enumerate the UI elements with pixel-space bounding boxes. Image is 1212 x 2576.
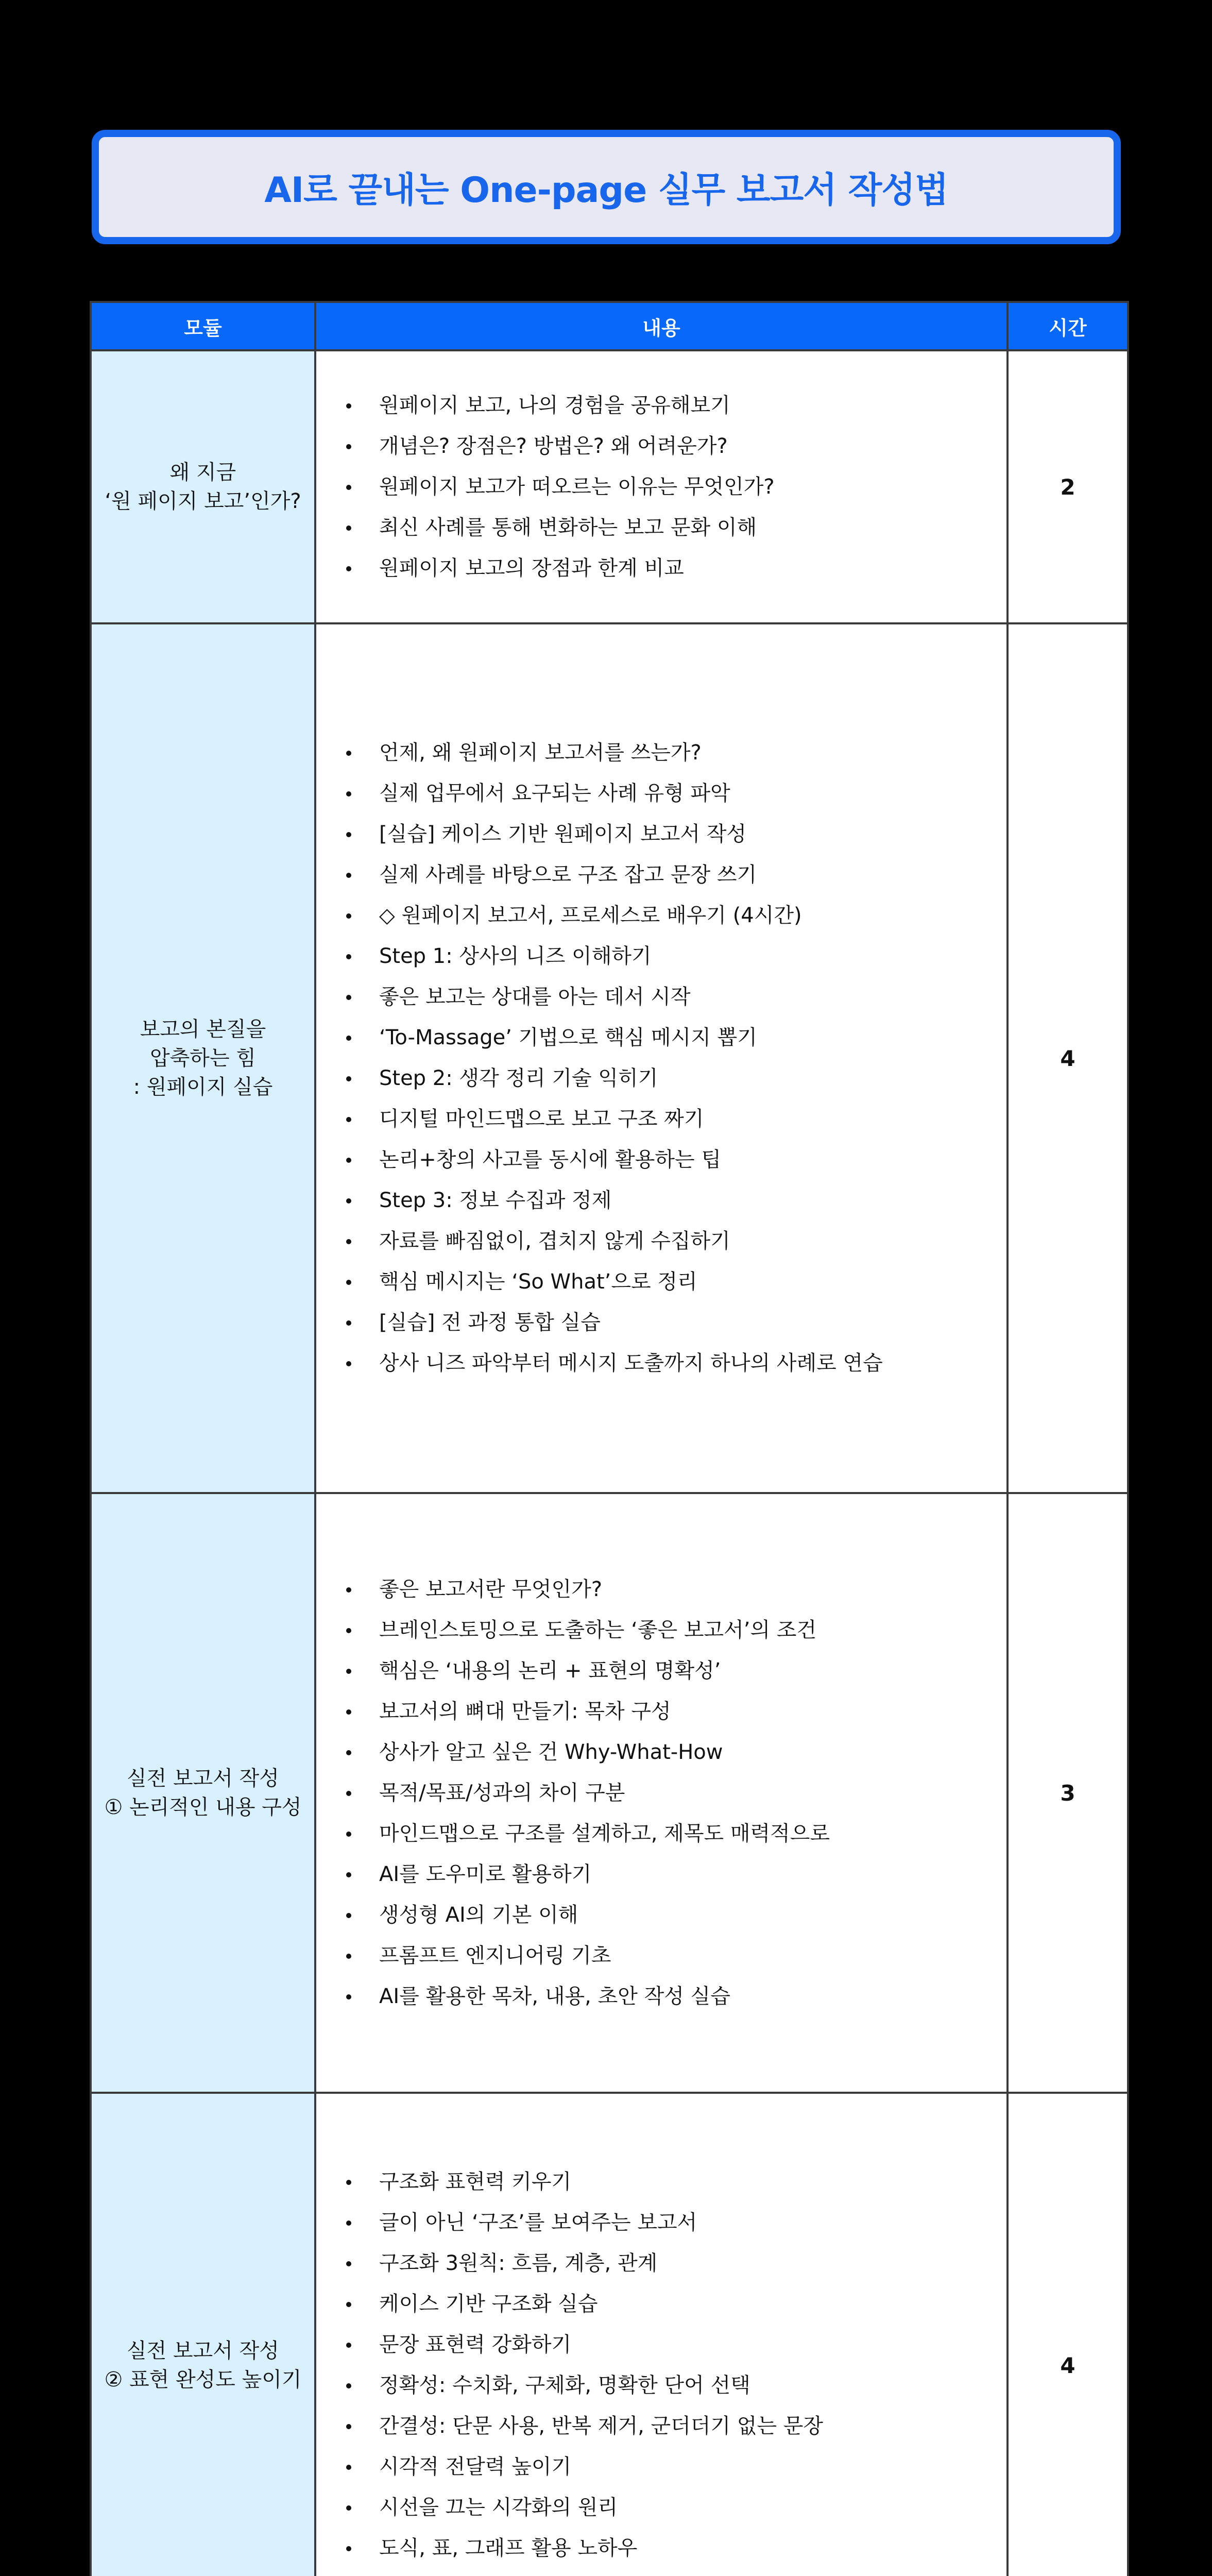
list-item: ‘To-Massage’ 기법으로 핵심 메시지 뽑기 (343, 1018, 1006, 1058)
list-item: 간결성: 단문 사용, 반복 제거, 군더더기 없는 문장 (343, 2406, 1006, 2447)
list-item: 정확성: 수치화, 구체화, 명확한 단어 선택 (343, 2365, 1006, 2406)
page-title: AI로 끝내는 One-page 실무 보고서 작성법 (264, 170, 948, 211)
list-item: 핵심은 ‘내용의 논리 + 표현의 명확성’ (343, 1651, 1006, 1691)
list-item: 실제 사례를 바탕으로 구조 잡고 문장 쓰기 (343, 855, 1006, 895)
list-item: 구조화 표현력 키우기 (343, 2162, 1006, 2202)
list-item: Step 2: 생각 정리 기술 익히기 (343, 1058, 1006, 1099)
content-list (316, 2162, 1006, 2569)
module-cell (91, 350, 315, 623)
list-item: 상사가 알고 싶은 건 Why-What-How (343, 1732, 1006, 1773)
list-item: 디지털 마인드맵으로 보고 구조 짜기 (343, 1099, 1006, 1140)
list-item: 상사 니즈 파악부터 메시지 도출까지 하나의 사례로 연습 (343, 1343, 1006, 1384)
list-item: 시각적 전달력 높이기 (343, 2447, 1006, 2487)
table-header-row (91, 302, 1128, 350)
time-cell: 4 (1008, 2093, 1128, 2576)
module-line: ‘원 페이지 보고’인가? (105, 489, 301, 513)
list-item: 보고서의 뼈대 만들기: 목차 구성 (343, 1691, 1006, 1732)
list-item: 논리+창의 사고를 동시에 활용하는 팁 (343, 1140, 1006, 1180)
list-item: 마인드맵으로 구조를 설계하고, 제목도 매력적으로 (343, 1814, 1006, 1854)
module-cell (91, 1493, 315, 2093)
list-item: 목적/목표/성과의 차이 구분 (343, 1773, 1006, 1814)
title-banner (92, 130, 1121, 244)
content-cell (315, 2093, 1008, 2576)
content-list (316, 385, 1006, 589)
list-item: 자료를 빠짐없이, 겹치지 않게 수집하기 (343, 1221, 1006, 1262)
list-item: 프롬프트 엔지니어링 기초 (343, 1936, 1006, 1976)
module-line: : 원페이지 실습 (133, 1075, 273, 1099)
list-item: 좋은 보고서란 무엇인가? (343, 1569, 1006, 1610)
list-item: 원페이지 보고, 나의 경험을 공유해보기 (343, 385, 1006, 426)
list-item: AI를 활용한 목차, 내용, 초안 작성 실습 (343, 1976, 1006, 2017)
list-item: 좋은 보고는 상대를 아는 데서 시작 (343, 977, 1006, 1018)
list-item: 도식, 표, 그래프 활용 노하우 (343, 2528, 1006, 2569)
table-row (91, 350, 1128, 623)
list-item: ◇ 원페이지 보고서, 프로세스로 배우기 (4시간) (343, 895, 1006, 936)
list-item: 원페이지 보고의 장점과 한계 비교 (343, 548, 1006, 589)
list-item: 원페이지 보고가 떠오르는 이유는 무엇인가? (343, 467, 1006, 507)
header-time: 시간 (1008, 302, 1128, 350)
module-cell (91, 623, 315, 1493)
list-item: 브레인스토밍으로 도출하는 ‘좋은 보고서’의 조건 (343, 1610, 1006, 1651)
module-line: 압축하는 힘 (150, 1046, 256, 1070)
content-cell (315, 1493, 1008, 2093)
list-item: 언제, 왜 원페이지 보고서를 쓰는가? (343, 733, 1006, 773)
table-row (91, 2093, 1128, 2576)
list-item: [실습] 케이스 기반 원페이지 보고서 작성 (343, 814, 1006, 855)
list-item: 케이스 기반 구조화 실습 (343, 2284, 1006, 2325)
module-line: 실전 보고서 작성 (127, 2339, 279, 2363)
list-item: [실습] 전 과정 통합 실습 (343, 1302, 1006, 1343)
list-item: 문장 표현력 강화하기 (343, 2325, 1006, 2365)
time-cell: 2 (1008, 350, 1128, 623)
module-line: 보고의 본질을 (140, 1018, 266, 1041)
content-cell (315, 623, 1008, 1493)
list-item: 시선을 끄는 시각화의 원리 (343, 2487, 1006, 2528)
list-item: AI를 도우미로 활용하기 (343, 1854, 1006, 1895)
content-list (316, 1569, 1006, 2017)
module-line: ① 논리적인 내용 구성 (104, 1795, 302, 1819)
list-item: Step 3: 정보 수집과 정제 (343, 1180, 1006, 1221)
list-item: 구조화 3원칙: 흐름, 계층, 관계 (343, 2243, 1006, 2284)
list-item: 개념은? 장점은? 방법은? 왜 어려운가? (343, 426, 1006, 467)
header-content: 내용 (315, 302, 1008, 350)
list-item: 글이 아닌 ‘구조’를 보여주는 보고서 (343, 2202, 1006, 2243)
content-cell (315, 350, 1008, 623)
module-line: 왜 지금 (169, 461, 236, 484)
module-line: 실전 보고서 작성 (127, 1767, 279, 1790)
header-module: 모듈 (91, 302, 315, 350)
list-item: 최신 사례를 통해 변화하는 보고 문화 이해 (343, 507, 1006, 548)
table-row (91, 1493, 1128, 2093)
time-cell: 3 (1008, 1493, 1128, 2093)
list-item: 핵심 메시지는 ‘So What’으로 정리 (343, 1262, 1006, 1302)
curriculum-table (90, 301, 1129, 2576)
content-list (316, 733, 1006, 1384)
list-item: 실제 업무에서 요구되는 사례 유형 파악 (343, 773, 1006, 814)
table-row (91, 623, 1128, 1493)
time-cell: 4 (1008, 623, 1128, 1493)
list-item: Step 1: 상사의 니즈 이해하기 (343, 936, 1006, 977)
module-line: ② 표현 완성도 높이기 (104, 2368, 302, 2392)
module-cell (91, 2093, 315, 2576)
list-item: 생성형 AI의 기본 이해 (343, 1895, 1006, 1936)
